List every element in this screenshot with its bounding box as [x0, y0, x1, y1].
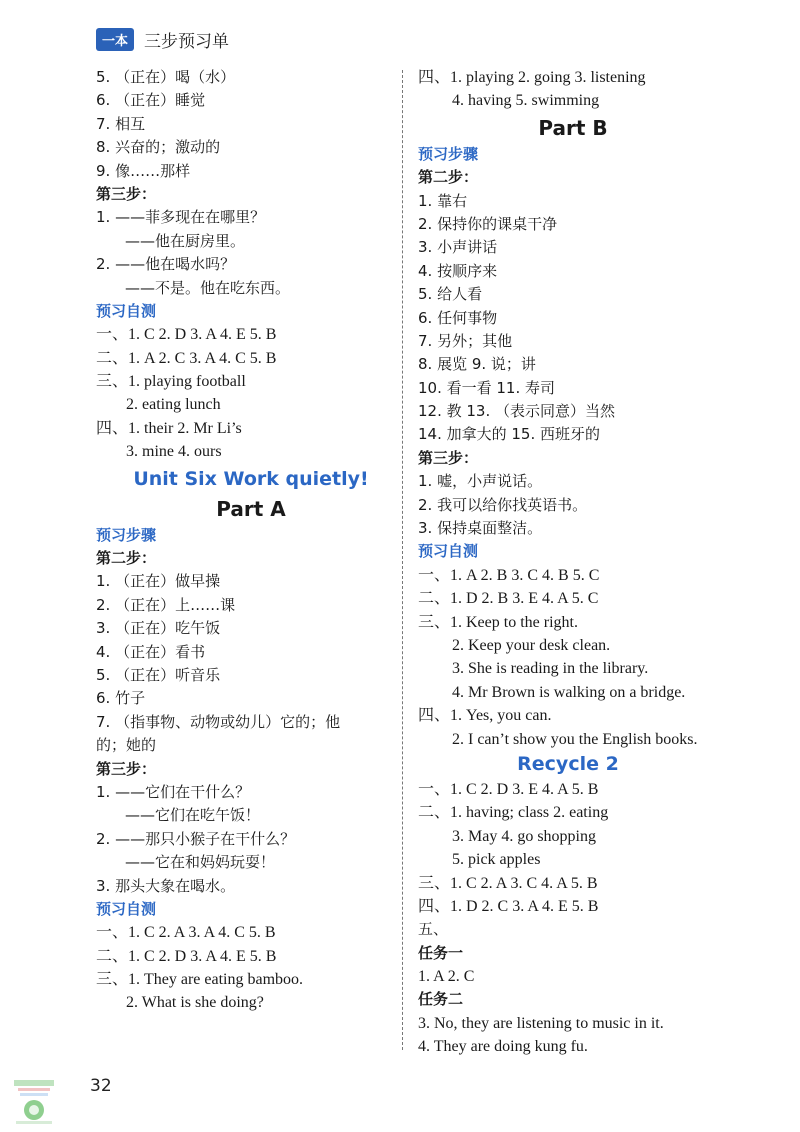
answer-line: 14. 加拿大的 15. 西班牙的	[418, 425, 601, 444]
answer-line: 7. 相互	[96, 114, 146, 133]
section-heading: 预习自测	[96, 301, 157, 320]
section-heading: 预习步骤	[96, 525, 157, 544]
step-heading: 第二步：	[418, 168, 479, 187]
answer-line: 四、1. their 2. Mr Li’s	[96, 419, 242, 437]
step-heading: 第三步：	[96, 184, 157, 203]
answer-line: 3. She is reading in the library.	[452, 660, 649, 678]
answer-line: 4. 按顺序来	[418, 261, 498, 280]
answer-line: 10. 看一看 11. 寿司	[418, 378, 556, 397]
answer-line: 2. What is she doing?	[126, 994, 264, 1012]
answer-line: ——不是。他在吃东西。	[125, 278, 291, 297]
section-heading: 预习自测	[418, 542, 479, 561]
answer-line: 三、1. Keep to the right.	[418, 613, 578, 631]
step-heading: 第三步：	[418, 448, 479, 467]
answer-line: 1. 靠右	[418, 191, 468, 210]
part-title: Part B	[538, 115, 608, 140]
answer-line: 3. 那头大象在喝水。	[96, 876, 236, 895]
watermark-stamp-icon	[12, 1078, 56, 1126]
answer-line: 1. ——它们在干什么？	[96, 782, 251, 801]
answer-line: 三、1. C 2. A 3. C 4. A 5. B	[418, 874, 598, 892]
answer-line: 8. 展览 9. 说；讲	[418, 355, 536, 374]
right-column	[418, 66, 718, 1059]
answer-line: 二、1. C 2. D 3. A 4. E 5. B	[96, 947, 277, 965]
answer-line: 5. （正在）听音乐	[96, 665, 221, 684]
answer-line: 8. 兴奋的；激动的	[96, 138, 221, 157]
answer-line: 一、1. C 2. D 3. E 4. A 5. B	[418, 780, 599, 798]
answer-line: 二、1. D 2. B 3. E 4. A 5. C	[418, 590, 599, 608]
answer-line: 5. pick apples	[452, 851, 541, 869]
step-heading: 第二步：	[96, 549, 157, 568]
answer-line: 四、1. playing 2. going 3. listening	[418, 69, 646, 86]
answer-line: 7. 另外；其他	[418, 331, 513, 350]
answer-line: 1. （正在）做早操	[96, 572, 221, 591]
answer-line: 2. eating lunch	[126, 396, 221, 414]
answer-line: 1. 嘘，小声说话。	[418, 472, 543, 491]
answer-line: 2. （正在）上……课	[96, 595, 236, 614]
answer-line: 1. ——菲多现在在哪里？	[96, 208, 266, 227]
answer-line: 三、1. playing football	[96, 373, 246, 391]
answer-line: 3. May 4. go shopping	[452, 827, 596, 845]
answer-line: 二、1. A 2. C 3. A 4. C 5. B	[96, 349, 277, 367]
page-header	[96, 26, 229, 52]
answer-line: 一、1. A 2. B 3. C 4. B 5. C	[418, 566, 600, 584]
answer-line: 3. mine 4. ours	[126, 443, 222, 461]
answer-line: 6. 竹子	[96, 689, 146, 708]
section-heading: 预习步骤	[418, 144, 479, 163]
left-column	[96, 66, 396, 1015]
section-heading: 预习自测	[96, 899, 157, 918]
part-title: Part A	[216, 496, 286, 521]
answer-line: 4. They are doing kung fu.	[418, 1038, 588, 1056]
unit-title: Unit Six Work quietly!	[133, 467, 369, 490]
answer-line: 4. （正在）看书	[96, 642, 206, 661]
answer-line: 3. 小声讲话	[418, 238, 498, 257]
answer-line: 7. （指事物、动物或幼儿）它的；他	[96, 712, 341, 731]
recycle-title: Recycle 2	[517, 752, 619, 775]
answer-line: 一、1. C 2. D 3. A 4. E 5. B	[96, 326, 277, 344]
answer-line: 四、1. Yes, you can.	[418, 707, 552, 725]
answer-line: 3. No, they are listening to music in it.	[418, 1014, 664, 1032]
answer-line: 3. 保持桌面整洁。	[418, 519, 543, 538]
step-heading: 任务二	[418, 990, 464, 1009]
answer-line: 4. Mr Brown is walking on a bridge.	[452, 683, 686, 701]
answer-line: 二、1. having; class 2. eating	[418, 804, 609, 822]
book-title: 三步预习单	[144, 31, 230, 52]
column-divider	[402, 70, 403, 1050]
answer-line: 2. 我可以给你找英语书。	[418, 495, 588, 514]
page-number: 32	[90, 1076, 112, 1096]
answer-line: ——它们在吃午饭！	[125, 806, 261, 825]
answer-line: 2. ——那只小猴子在干什么？	[96, 829, 296, 848]
answer-line: 的；她的	[96, 736, 157, 755]
answer-line: 6. （正在）睡觉	[96, 91, 206, 110]
answer-line: 三、1. They are eating bamboo.	[96, 971, 304, 989]
brand-logo: 一本	[96, 28, 134, 51]
answer-line: 2. 保持你的课桌干净	[418, 214, 558, 233]
answer-line: 2. I can’t show you the English books.	[452, 730, 698, 748]
answer-line: 9. 像……那样	[96, 161, 191, 180]
answer-line: 1. A 2. C	[418, 968, 475, 986]
answer-line: 12. 教 13. （表示同意）当然	[418, 402, 616, 421]
answer-line: 4. having 5. swimming	[452, 92, 600, 110]
answer-line: 6. 任何事物	[418, 308, 498, 327]
answer-line: 一、1. C 2. A 3. A 4. C 5. B	[96, 924, 276, 942]
answer-line: 3. （正在）吃午饭	[96, 619, 221, 638]
answer-line: 五、	[418, 920, 449, 939]
answer-line: 5. 给人看	[418, 285, 483, 304]
answer-line: 2. ——他在喝水吗？	[96, 255, 236, 274]
answer-line: ——它在和妈妈玩耍！	[125, 853, 276, 872]
step-heading: 第三步：	[96, 759, 157, 778]
answer-line: ——他在厨房里。	[125, 231, 246, 250]
step-heading: 任务一	[418, 943, 464, 962]
answer-line: 四、1. D 2. C 3. A 4. E 5. B	[418, 897, 599, 915]
answer-line: 2. Keep your desk clean.	[452, 636, 611, 654]
answer-line: 5. （正在）喝（水）	[96, 68, 236, 86]
